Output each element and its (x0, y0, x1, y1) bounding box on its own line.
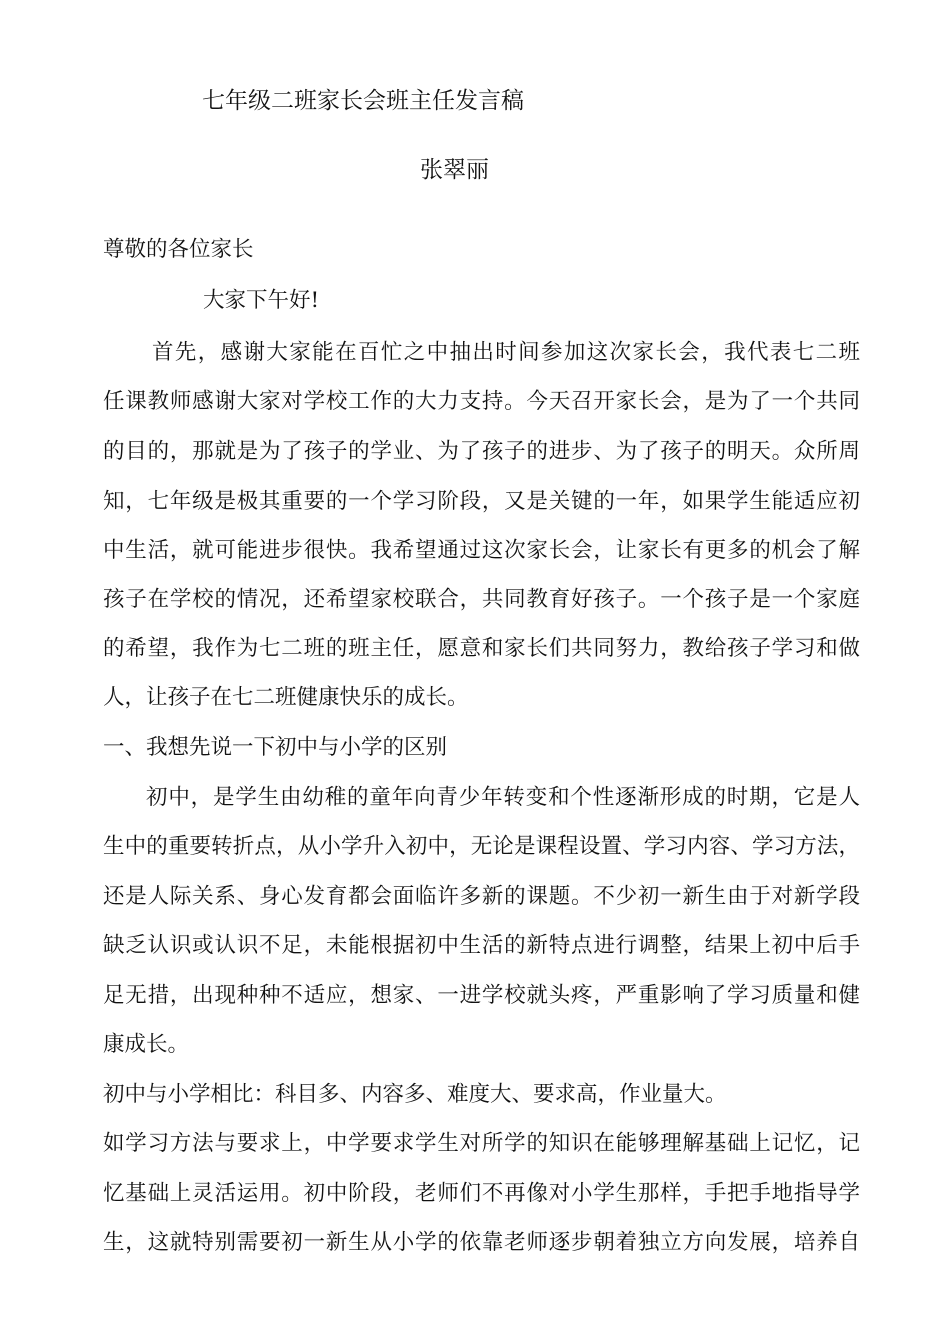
paragraph3-line: 生，这就特别需要初一新生从小学的依靠老师逐步朝着独立方向发展，培养自 (103, 1230, 860, 1255)
paragraph1-line: 任课教师感谢大家对学校工作的大力支持。今天召开家长会，是为了一个共同 (103, 389, 860, 414)
paragraph2-line: 还是人际关系、身心发育都会面临许多新的课题。不少初一新生由于对新学段 (103, 884, 860, 909)
paragraph1-line: 的希望，我作为七二班的班主任，愿意和家长们共同努力，教给孩子学习和做 (103, 636, 860, 661)
section1-heading: 一、我想先说一下初中与小学的区别 (103, 735, 448, 760)
paragraph1-line: 人，让孩子在七二班健康快乐的成长。 (103, 685, 469, 710)
paragraph2-line: 缺乏认识或认识不足，未能根据初中生活的新特点进行调整，结果上初中后手 (103, 933, 860, 958)
paragraph2-line: 康成长。 (103, 1032, 190, 1057)
paragraph2-line: 生中的重要转折点，从小学升入初中，无论是课程设置、学习内容、学习方法， (103, 834, 860, 859)
paragraph1-line: 中生活，就可能进步很快。我希望通过这次家长会，让家长有更多的机会了解 (103, 538, 860, 563)
comparison-line: 初中与小学相比：科目多、内容多、难度大、要求高，作业量大。 (103, 1082, 727, 1107)
paragraph2-line: 足无措，出现种种不适应，想家、一进学校就头疼，严重影响了学习质量和健 (103, 983, 860, 1008)
paragraph1-line: 的目的，那就是为了孩子的学业、为了孩子的进步、为了孩子的明天。众所周 (103, 439, 860, 464)
paragraph1-line: 孩子在学校的情况，还希望家校联合，共同教育好孩子。一个孩子是一个家庭 (103, 587, 860, 612)
greeting: 大家下午好! (203, 288, 320, 313)
salutation: 尊敬的各位家长 (103, 237, 254, 262)
paragraph3-line: 如学习方法与要求上，中学要求学生对所学的知识在能够理解基础上记忆，记 (103, 1131, 860, 1156)
paragraph1-line: 知，七年级是极其重要的一个学习阶段，又是关键的一年，如果学生能适应初 (103, 489, 860, 514)
paragraph2-line: 初中，是学生由幼稚的童年向青少年转变和个性逐渐形成的时期，它是人 (146, 785, 860, 810)
author-name: 张翠丽 (420, 157, 489, 183)
document-title: 七年级二班家长会班主任发言稿 (202, 88, 524, 114)
paragraph3-line: 忆基础上灵活运用。初中阶段，老师们不再像对小学生那样，手把手地指导学 (103, 1181, 860, 1206)
paragraph1-line: 首先，感谢大家能在百忙之中抽出时间参加这次家长会，我代表七二班 (152, 340, 860, 365)
